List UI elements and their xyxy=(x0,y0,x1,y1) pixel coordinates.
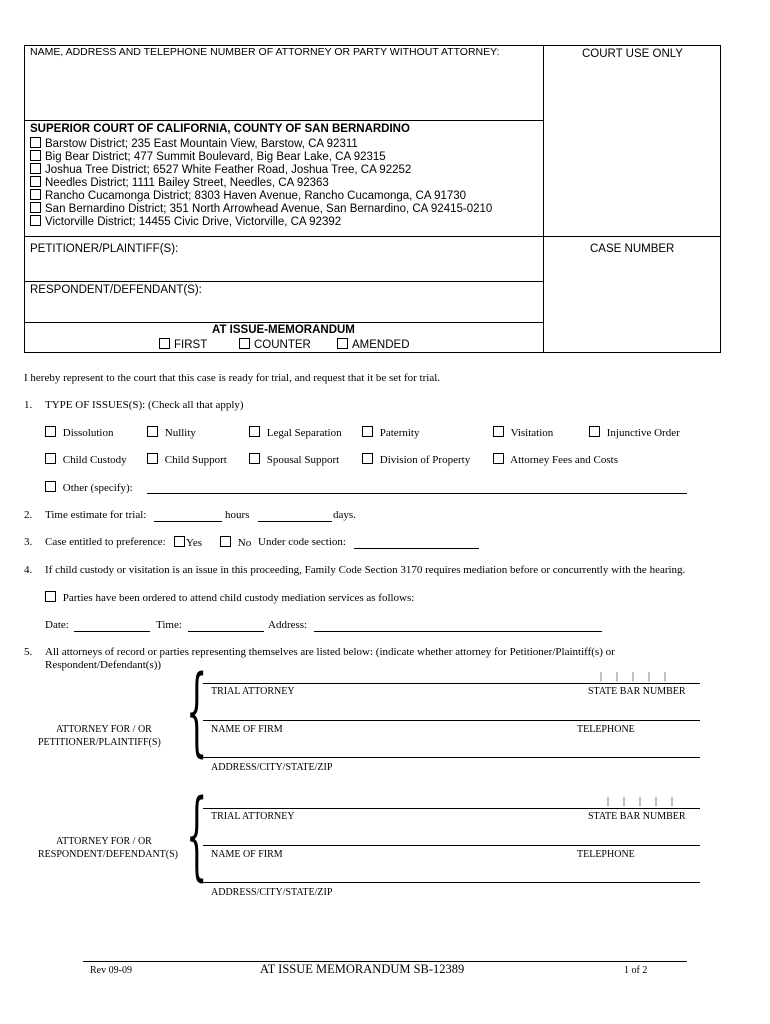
issue-checkbox[interactable] xyxy=(249,426,260,437)
days-field[interactable] xyxy=(258,521,332,522)
trial-attorney-line-1[interactable] xyxy=(203,683,700,684)
issue-other[interactable] xyxy=(45,481,133,494)
days-label: days. xyxy=(333,509,356,521)
issue-label: Spousal Support xyxy=(266,454,340,466)
counter-checkbox[interactable] xyxy=(239,338,250,349)
petitioner-brace-icon: { xyxy=(186,655,208,767)
district-san-bernardino[interactable] xyxy=(30,202,492,216)
issue-checkbox[interactable] xyxy=(589,426,600,437)
district-rancho-cucamonga[interactable] xyxy=(30,189,466,203)
district-big-bear[interactable] xyxy=(30,150,386,164)
address-label-2: ADDRESS/CITY/STATE/ZIP xyxy=(211,887,333,898)
amended-label: AMENDED xyxy=(352,339,410,351)
attorney-for-label-2a: ATTORNEY FOR / OR xyxy=(56,836,152,847)
issue-checkbox[interactable] xyxy=(45,481,56,492)
district-checkbox[interactable] xyxy=(30,176,41,187)
issue-division-of-property[interactable] xyxy=(362,453,470,466)
firm-line-2[interactable] xyxy=(203,845,700,846)
district-checkbox[interactable] xyxy=(30,137,41,148)
mediation-ordered[interactable] xyxy=(45,591,414,604)
issue-nullity[interactable] xyxy=(147,426,196,439)
district-checkbox[interactable] xyxy=(30,163,41,174)
issue-label: Other (specify): xyxy=(62,482,133,494)
attorney-label: NAME, ADDRESS AND TELEPHONE NUMBER OF ATTORNEY OR PARTY WITHOUT ATTORNEY: xyxy=(30,46,500,58)
district-checkbox[interactable] xyxy=(30,215,41,226)
code-section-field[interactable] xyxy=(354,548,479,549)
issue-checkbox[interactable] xyxy=(147,453,158,464)
issue-label: Injunctive Order xyxy=(606,427,680,439)
address-line-2[interactable] xyxy=(203,882,700,883)
item5-number: 5. xyxy=(24,646,33,658)
mediation-text: If child custody or visitation is an issue in this proceeding, Family Code Section 3170 requires mediation before or concurrently with the hearing. xyxy=(45,564,686,576)
trial-attorney-label-2: TRIAL ATTORNEY xyxy=(211,811,295,822)
footer-page: 1 of 2 xyxy=(624,965,648,976)
caption-line-3 xyxy=(24,281,543,282)
first-checkbox[interactable] xyxy=(159,338,170,349)
attorney-for-label-2b: RESPONDENT/DEFENDANT(S) xyxy=(38,849,178,860)
issue-checkbox[interactable] xyxy=(147,426,158,437)
preference-yes[interactable] xyxy=(174,536,202,549)
issue-label: Visitation xyxy=(510,427,554,439)
issue-label: Attorney Fees and Costs xyxy=(510,454,619,466)
attorney-info-field[interactable] xyxy=(28,62,538,117)
footer-rev: Rev 09-09 xyxy=(90,965,132,976)
state-bar-ticks-1: | | | | | xyxy=(599,671,666,682)
issue-label: Dissolution xyxy=(62,427,114,439)
issue-child-custody[interactable] xyxy=(45,453,127,466)
form-type-counter[interactable] xyxy=(239,338,311,351)
respondent-field[interactable] xyxy=(28,299,538,319)
issue-child-support[interactable] xyxy=(147,453,227,466)
district-checkbox[interactable] xyxy=(30,202,41,213)
yes-label: Yes xyxy=(186,537,203,549)
issue-label: Child Custody xyxy=(62,454,127,466)
first-label: FIRST xyxy=(174,339,208,351)
firm-line-1[interactable] xyxy=(203,720,700,721)
district-label: Barstow District; 235 East Mountain View, Barstow, CA 92311 xyxy=(45,138,358,150)
state-bar-label-2: STATE BAR NUMBER xyxy=(588,811,686,822)
issue-checkbox[interactable] xyxy=(493,453,504,464)
amended-checkbox[interactable] xyxy=(337,338,348,349)
caption-divider xyxy=(543,45,544,353)
issue-checkbox[interactable] xyxy=(45,453,56,464)
issue-legal-separation[interactable] xyxy=(249,426,342,439)
attorney-for-label-1b: PETITIONER/PLAINTIFF(S) xyxy=(38,737,161,748)
caption-line-4 xyxy=(24,322,543,323)
item1-label: TYPE OF ISSUES(S): (Check all that apply) xyxy=(45,399,244,411)
no-label: No xyxy=(237,537,252,549)
mediation-time-field[interactable] xyxy=(188,631,264,632)
district-barstow[interactable] xyxy=(30,137,358,151)
form-title: AT ISSUE-MEMORANDUM xyxy=(212,324,355,336)
mediation-time-label: Time: xyxy=(156,619,182,631)
item3-number: 3. xyxy=(24,536,33,548)
code-section-label: Under code section: xyxy=(258,536,346,548)
preference-label: Case entitled to preference: xyxy=(45,536,166,548)
respondent-label: RESPONDENT/DEFENDANT(S): xyxy=(30,284,202,296)
hours-label: hours xyxy=(225,509,250,521)
court-use-field[interactable] xyxy=(548,64,716,232)
hours-field[interactable] xyxy=(154,521,222,522)
mediation-date-field[interactable] xyxy=(74,631,150,632)
district-checkbox[interactable] xyxy=(30,189,41,200)
case-number-field[interactable] xyxy=(548,260,716,348)
district-label: Needles District; 1111 Bailey Street, Needles, CA 92363 xyxy=(45,177,329,189)
item4-number: 4. xyxy=(24,564,33,576)
district-label: Victorville District; 14455 Civic Drive, Victorville, CA 92392 xyxy=(45,216,342,228)
issue-dissolution[interactable] xyxy=(45,426,113,439)
firm-label-2: NAME OF FIRM xyxy=(211,849,283,860)
state-bar-label-1: STATE BAR NUMBER xyxy=(588,686,686,697)
form-type-amended[interactable] xyxy=(337,338,410,351)
issue-label: Division of Property xyxy=(379,454,471,466)
footer-title: AT ISSUE MEMORANDUM SB-12389 xyxy=(260,962,465,976)
district-checkbox[interactable] xyxy=(30,150,41,161)
mediation-address-label: Address: xyxy=(268,619,308,631)
issue-checkbox[interactable] xyxy=(45,426,56,437)
counter-label: COUNTER xyxy=(254,339,311,351)
preference-no[interactable] xyxy=(220,536,251,549)
issue-paternity[interactable] xyxy=(362,426,419,439)
district-label: Joshua Tree District; 6527 White Feather Road, Joshua Tree, CA 92252 xyxy=(45,164,412,176)
district-joshua-tree[interactable] xyxy=(30,163,411,177)
district-needles[interactable] xyxy=(30,176,329,190)
mediation-address-field[interactable] xyxy=(314,631,602,632)
yes-checkbox[interactable] xyxy=(174,536,185,547)
issue-label: Nullity xyxy=(164,427,196,439)
district-label: San Bernardino District; 351 North Arrowhead Avenue, San Bernardino, CA 92415-0210 xyxy=(45,203,493,215)
issue-label: Child Support xyxy=(164,454,227,466)
address-line-1[interactable] xyxy=(203,757,700,758)
issue-injunctive-order[interactable] xyxy=(589,426,680,439)
item2-number: 2. xyxy=(24,509,33,521)
no-checkbox[interactable] xyxy=(220,536,231,547)
issue-checkbox[interactable] xyxy=(493,426,504,437)
mediation-date-label: Date: xyxy=(45,619,69,631)
intro-text: I hereby represent to the court that this case is ready for trial, and request that it be set for trial. xyxy=(24,372,441,384)
petitioner-label: PETITIONER/PLAINTIFF(S): xyxy=(30,243,179,255)
state-bar-ticks-2: | | | | | xyxy=(606,796,673,807)
item5-line1: All attorneys of record or parties representing themselves are listed below: (indicate whether attorney for Petitioner/Plaintiff(s) or xyxy=(45,646,615,658)
court-use-only: COURT USE ONLY xyxy=(582,48,683,60)
issue-label: Paternity xyxy=(379,427,420,439)
issue-checkbox[interactable] xyxy=(249,453,260,464)
issue-checkbox[interactable] xyxy=(362,453,373,464)
caption-line-1 xyxy=(24,120,543,121)
respondent-brace-icon: { xyxy=(186,779,208,891)
telephone-label-2: TELEPHONE xyxy=(577,849,635,860)
issue-checkbox[interactable] xyxy=(362,426,373,437)
attorney-for-label-1a: ATTORNEY FOR / OR xyxy=(56,724,152,735)
mediation-checkbox[interactable] xyxy=(45,591,56,602)
district-label: Rancho Cucamonga District; 8303 Haven Avenue, Rancho Cucamonga, CA 91730 xyxy=(45,190,467,202)
district-label: Big Bear District; 477 Summit Boulevard, Big Bear Lake, CA 92315 xyxy=(45,151,386,163)
address-label-1: ADDRESS/CITY/STATE/ZIP xyxy=(211,762,333,773)
form-type-first[interactable] xyxy=(159,338,207,351)
issue-attorney-fees[interactable] xyxy=(493,453,618,466)
item5-line2: Respondent/Defendant(s)) xyxy=(45,659,162,671)
trial-attorney-label-1: TRIAL ATTORNEY xyxy=(211,686,295,697)
petitioner-field[interactable] xyxy=(28,258,538,278)
issue-spousal-support[interactable] xyxy=(249,453,339,466)
other-specify-field[interactable] xyxy=(147,493,687,494)
firm-label-1: NAME OF FIRM xyxy=(211,724,283,735)
court-title: SUPERIOR COURT OF CALIFORNIA, COUNTY OF SAN BERNARDINO xyxy=(30,123,410,135)
item1-number: 1. xyxy=(24,399,33,411)
time-estimate-label: Time estimate for trial: xyxy=(45,509,147,521)
telephone-label-1: TELEPHONE xyxy=(577,724,635,735)
case-number-label: CASE NUMBER xyxy=(590,243,675,255)
caption-line-2 xyxy=(24,236,721,237)
mediation-ordered-label: Parties have been ordered to attend child custody mediation services as follows: xyxy=(62,592,415,604)
issue-visitation[interactable] xyxy=(493,426,553,439)
issue-label: Legal Separation xyxy=(266,427,342,439)
trial-attorney-line-2[interactable] xyxy=(203,808,700,809)
district-victorville[interactable] xyxy=(30,215,341,229)
